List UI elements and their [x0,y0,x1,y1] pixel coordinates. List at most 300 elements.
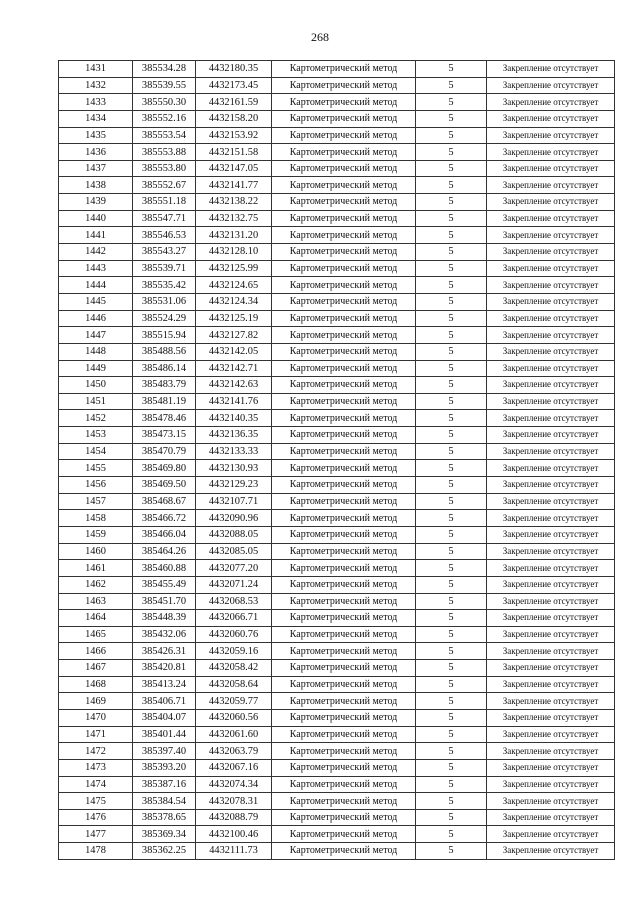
x-coordinate-cell: 385451.70 [133,593,196,610]
method-cell: Картометрический метод [272,393,416,410]
x-coordinate-cell: 385384.54 [133,793,196,810]
accuracy-cell: 5 [416,144,487,161]
method-cell: Картометрический метод [272,77,416,94]
fixation-cell: Закрепление отсутствует [487,576,615,593]
table-row [59,676,615,693]
method-cell: Картометрический метод [272,543,416,560]
fixation-cell: Закрепление отсутствует [487,94,615,111]
table-row [59,460,615,477]
x-coordinate-cell: 385483.79 [133,377,196,394]
accuracy-cell: 5 [416,826,487,843]
accuracy-cell: 5 [416,427,487,444]
accuracy-cell: 5 [416,726,487,743]
table-row [59,144,615,161]
table-row [59,576,615,593]
method-cell: Картометрический метод [272,809,416,826]
table-row [59,210,615,227]
fixation-cell: Закрепление отсутствует [487,743,615,760]
point-number-cell: 1446 [59,310,133,327]
x-coordinate-cell: 385378.65 [133,809,196,826]
method-cell: Картометрический метод [272,210,416,227]
fixation-cell: Закрепление отсутствует [487,110,615,127]
y-coordinate-cell: 4432158.20 [196,110,272,127]
accuracy-cell: 5 [416,709,487,726]
point-number-cell: 1439 [59,194,133,211]
table-row [59,360,615,377]
point-number-cell: 1464 [59,610,133,627]
point-number-cell: 1431 [59,61,133,78]
point-number-cell: 1463 [59,593,133,610]
point-number-cell: 1443 [59,260,133,277]
x-coordinate-cell: 385539.55 [133,77,196,94]
fixation-cell: Закрепление отсутствует [487,310,615,327]
table-row [59,693,615,710]
y-coordinate-cell: 4432067.16 [196,759,272,776]
x-coordinate-cell: 385486.14 [133,360,196,377]
fixation-cell: Закрепление отсутствует [487,726,615,743]
y-coordinate-cell: 4432124.34 [196,293,272,310]
fixation-cell: Закрепление отсутствует [487,510,615,527]
method-cell: Картометрический метод [272,443,416,460]
fixation-cell: Закрепление отсутствует [487,327,615,344]
fixation-cell: Закрепление отсутствует [487,676,615,693]
method-cell: Картометрический метод [272,410,416,427]
y-coordinate-cell: 4432142.05 [196,343,272,360]
x-coordinate-cell: 385362.25 [133,843,196,860]
x-coordinate-cell: 385553.80 [133,160,196,177]
table-row [59,510,615,527]
fixation-cell: Закрепление отсутствует [487,427,615,444]
accuracy-cell: 5 [416,343,487,360]
x-coordinate-cell: 385466.04 [133,526,196,543]
method-cell: Картометрический метод [272,743,416,760]
fixation-cell: Закрепление отсутствует [487,410,615,427]
x-coordinate-cell: 385469.80 [133,460,196,477]
method-cell: Картометрический метод [272,610,416,627]
fixation-cell: Закрепление отсутствует [487,127,615,144]
point-number-cell: 1436 [59,144,133,161]
table-row [59,277,615,294]
y-coordinate-cell: 4432151.58 [196,144,272,161]
method-cell: Картометрический метод [272,510,416,527]
fixation-cell: Закрепление отсутствует [487,560,615,577]
x-coordinate-cell: 385553.88 [133,144,196,161]
accuracy-cell: 5 [416,543,487,560]
fixation-cell: Закрепление отсутствует [487,144,615,161]
point-number-cell: 1475 [59,793,133,810]
fixation-cell: Закрепление отсутствует [487,377,615,394]
table-row [59,643,615,660]
fixation-cell: Закрепление отсутствует [487,244,615,261]
point-number-cell: 1450 [59,377,133,394]
accuracy-cell: 5 [416,526,487,543]
y-coordinate-cell: 4432141.77 [196,177,272,194]
x-coordinate-cell: 385543.27 [133,244,196,261]
y-coordinate-cell: 4432085.05 [196,543,272,560]
accuracy-cell: 5 [416,676,487,693]
point-number-cell: 1478 [59,843,133,860]
point-number-cell: 1461 [59,560,133,577]
y-coordinate-cell: 4432128.10 [196,244,272,261]
accuracy-cell: 5 [416,160,487,177]
y-coordinate-cell: 4432147.05 [196,160,272,177]
table-row [59,94,615,111]
point-number-cell: 1434 [59,110,133,127]
method-cell: Картометрический метод [272,144,416,161]
method-cell: Картометрический метод [272,759,416,776]
accuracy-cell: 5 [416,194,487,211]
point-number-cell: 1470 [59,709,133,726]
x-coordinate-cell: 385553.54 [133,127,196,144]
method-cell: Картометрический метод [272,127,416,144]
accuracy-cell: 5 [416,244,487,261]
method-cell: Картометрический метод [272,110,416,127]
method-cell: Картометрический метод [272,61,416,78]
y-coordinate-cell: 4432142.71 [196,360,272,377]
x-coordinate-cell: 385397.40 [133,743,196,760]
y-coordinate-cell: 4432173.45 [196,77,272,94]
table-row [59,826,615,843]
x-coordinate-cell: 385470.79 [133,443,196,460]
y-coordinate-cell: 4432125.99 [196,260,272,277]
fixation-cell: Закрепление отсутствует [487,776,615,793]
y-coordinate-cell: 4432141.76 [196,393,272,410]
accuracy-cell: 5 [416,177,487,194]
table-row [59,327,615,344]
method-cell: Картометрический метод [272,576,416,593]
point-number-cell: 1472 [59,743,133,760]
y-coordinate-cell: 4432058.42 [196,660,272,677]
fixation-cell: Закрепление отсутствует [487,227,615,244]
point-number-cell: 1460 [59,543,133,560]
x-coordinate-cell: 385552.67 [133,177,196,194]
table-row [59,427,615,444]
fixation-cell: Закрепление отсутствует [487,277,615,294]
fixation-cell: Закрепление отсутствует [487,443,615,460]
accuracy-cell: 5 [416,61,487,78]
accuracy-cell: 5 [416,443,487,460]
point-number-cell: 1451 [59,393,133,410]
table-row [59,127,615,144]
point-number-cell: 1448 [59,343,133,360]
accuracy-cell: 5 [416,643,487,660]
table-row [59,293,615,310]
fixation-cell: Закрепление отсутствует [487,194,615,211]
page-number: 268 [311,30,329,44]
y-coordinate-cell: 4432088.79 [196,809,272,826]
x-coordinate-cell: 385432.06 [133,626,196,643]
point-number-cell: 1462 [59,576,133,593]
table-row [59,343,615,360]
fixation-cell: Закрепление отсутствует [487,61,615,78]
method-cell: Картометрический метод [272,776,416,793]
accuracy-cell: 5 [416,94,487,111]
accuracy-cell: 5 [416,377,487,394]
accuracy-cell: 5 [416,393,487,410]
accuracy-cell: 5 [416,360,487,377]
method-cell: Картометрический метод [272,227,416,244]
table-row [59,660,615,677]
method-cell: Картометрический метод [272,477,416,494]
x-coordinate-cell: 385547.71 [133,210,196,227]
y-coordinate-cell: 4432142.63 [196,377,272,394]
x-coordinate-cell: 385406.71 [133,693,196,710]
point-number-cell: 1473 [59,759,133,776]
x-coordinate-cell: 385426.31 [133,643,196,660]
accuracy-cell: 5 [416,510,487,527]
method-cell: Картометрический метод [272,793,416,810]
method-cell: Картометрический метод [272,493,416,510]
accuracy-cell: 5 [416,693,487,710]
table-row [59,560,615,577]
accuracy-cell: 5 [416,759,487,776]
y-coordinate-cell: 4432071.24 [196,576,272,593]
y-coordinate-cell: 4432138.22 [196,194,272,211]
y-coordinate-cell: 4432107.71 [196,493,272,510]
y-coordinate-cell: 4432130.93 [196,460,272,477]
fixation-cell: Закрепление отсутствует [487,526,615,543]
table-row [59,543,615,560]
point-number-cell: 1466 [59,643,133,660]
y-coordinate-cell: 4432090.96 [196,510,272,527]
accuracy-cell: 5 [416,560,487,577]
method-cell: Картометрический метод [272,843,416,860]
y-coordinate-cell: 4432127.82 [196,327,272,344]
point-number-cell: 1467 [59,660,133,677]
accuracy-cell: 5 [416,477,487,494]
fixation-cell: Закрепление отсутствует [487,593,615,610]
y-coordinate-cell: 4432161.59 [196,94,272,111]
y-coordinate-cell: 4432060.56 [196,709,272,726]
point-number-cell: 1455 [59,460,133,477]
x-coordinate-cell: 385473.15 [133,427,196,444]
x-coordinate-cell: 385404.07 [133,709,196,726]
table-row [59,443,615,460]
table-row [59,377,615,394]
x-coordinate-cell: 385550.30 [133,94,196,111]
point-number-cell: 1437 [59,160,133,177]
fixation-cell: Закрепление отсутствует [487,393,615,410]
x-coordinate-cell: 385478.46 [133,410,196,427]
y-coordinate-cell: 4432078.31 [196,793,272,810]
method-cell: Картометрический метод [272,526,416,543]
table-row [59,526,615,543]
method-cell: Картометрический метод [272,327,416,344]
coordinates-table [58,60,615,860]
fixation-cell: Закрепление отсутствует [487,343,615,360]
y-coordinate-cell: 4432066.71 [196,610,272,627]
accuracy-cell: 5 [416,493,487,510]
table-row [59,477,615,494]
x-coordinate-cell: 385534.28 [133,61,196,78]
y-coordinate-cell: 4432061.60 [196,726,272,743]
accuracy-cell: 5 [416,793,487,810]
y-coordinate-cell: 4432129.23 [196,477,272,494]
table-row [59,61,615,78]
y-coordinate-cell: 4432077.20 [196,560,272,577]
y-coordinate-cell: 4432180.35 [196,61,272,78]
y-coordinate-cell: 4432124.65 [196,277,272,294]
point-number-cell: 1459 [59,526,133,543]
y-coordinate-cell: 4432100.46 [196,826,272,843]
table-row [59,610,615,627]
point-number-cell: 1476 [59,809,133,826]
accuracy-cell: 5 [416,110,487,127]
fixation-cell: Закрепление отсутствует [487,809,615,826]
table-row [59,493,615,510]
accuracy-cell: 5 [416,127,487,144]
table-row [59,709,615,726]
fixation-cell: Закрепление отсутствует [487,610,615,627]
point-number-cell: 1474 [59,776,133,793]
table-row [59,626,615,643]
fixation-cell: Закрепление отсутствует [487,543,615,560]
table-row [59,310,615,327]
accuracy-cell: 5 [416,809,487,826]
fixation-cell: Закрепление отсутствует [487,477,615,494]
fixation-cell: Закрепление отсутствует [487,626,615,643]
accuracy-cell: 5 [416,743,487,760]
y-coordinate-cell: 4432111.73 [196,843,272,860]
point-number-cell: 1477 [59,826,133,843]
fixation-cell: Закрепление отсутствует [487,177,615,194]
x-coordinate-cell: 385552.16 [133,110,196,127]
method-cell: Картометрический метод [272,460,416,477]
table-row [59,759,615,776]
accuracy-cell: 5 [416,610,487,627]
fixation-cell: Закрепление отсутствует [487,709,615,726]
x-coordinate-cell: 385551.18 [133,194,196,211]
y-coordinate-cell: 4432131.20 [196,227,272,244]
accuracy-cell: 5 [416,776,487,793]
point-number-cell: 1438 [59,177,133,194]
method-cell: Картометрический метод [272,260,416,277]
method-cell: Картометрический метод [272,94,416,111]
method-cell: Картометрический метод [272,693,416,710]
accuracy-cell: 5 [416,327,487,344]
x-coordinate-cell: 385387.16 [133,776,196,793]
point-number-cell: 1452 [59,410,133,427]
table-row [59,776,615,793]
y-coordinate-cell: 4432063.79 [196,743,272,760]
method-cell: Картометрический метод [272,277,416,294]
fixation-cell: Закрепление отсутствует [487,360,615,377]
y-coordinate-cell: 4432059.16 [196,643,272,660]
method-cell: Картометрический метод [272,560,416,577]
method-cell: Картометрический метод [272,660,416,677]
point-number-cell: 1449 [59,360,133,377]
accuracy-cell: 5 [416,626,487,643]
x-coordinate-cell: 385393.20 [133,759,196,776]
y-coordinate-cell: 4432153.92 [196,127,272,144]
point-number-cell: 1433 [59,94,133,111]
point-number-cell: 1441 [59,227,133,244]
x-coordinate-cell: 385468.67 [133,493,196,510]
accuracy-cell: 5 [416,227,487,244]
method-cell: Картометрический метод [272,160,416,177]
table-row [59,244,615,261]
fixation-cell: Закрепление отсутствует [487,160,615,177]
x-coordinate-cell: 385481.19 [133,393,196,410]
fixation-cell: Закрепление отсутствует [487,643,615,660]
table-row [59,410,615,427]
fixation-cell: Закрепление отсутствует [487,793,615,810]
fixation-cell: Закрепление отсутствует [487,843,615,860]
method-cell: Картометрический метод [272,593,416,610]
point-number-cell: 1445 [59,293,133,310]
fixation-cell: Закрепление отсутствует [487,260,615,277]
y-coordinate-cell: 4432132.75 [196,210,272,227]
method-cell: Картометрический метод [272,676,416,693]
point-number-cell: 1456 [59,477,133,494]
x-coordinate-cell: 385448.39 [133,610,196,627]
table-row [59,160,615,177]
point-number-cell: 1468 [59,676,133,693]
y-coordinate-cell: 4432058.64 [196,676,272,693]
coordinates-table-body [59,61,615,860]
y-coordinate-cell: 4432074.34 [196,776,272,793]
point-number-cell: 1457 [59,493,133,510]
method-cell: Картометрический метод [272,360,416,377]
accuracy-cell: 5 [416,410,487,427]
point-number-cell: 1465 [59,626,133,643]
point-number-cell: 1453 [59,427,133,444]
accuracy-cell: 5 [416,460,487,477]
y-coordinate-cell: 4432060.76 [196,626,272,643]
method-cell: Картометрический метод [272,643,416,660]
point-number-cell: 1444 [59,277,133,294]
x-coordinate-cell: 385488.56 [133,343,196,360]
table-row [59,194,615,211]
x-coordinate-cell: 385460.88 [133,560,196,577]
accuracy-cell: 5 [416,260,487,277]
y-coordinate-cell: 4432068.53 [196,593,272,610]
table-row [59,260,615,277]
x-coordinate-cell: 385455.49 [133,576,196,593]
accuracy-cell: 5 [416,293,487,310]
fixation-cell: Закрепление отсутствует [487,660,615,677]
point-number-cell: 1471 [59,726,133,743]
point-number-cell: 1442 [59,244,133,261]
x-coordinate-cell: 385535.42 [133,277,196,294]
method-cell: Картометрический метод [272,177,416,194]
point-number-cell: 1432 [59,77,133,94]
accuracy-cell: 5 [416,310,487,327]
accuracy-cell: 5 [416,576,487,593]
x-coordinate-cell: 385531.06 [133,293,196,310]
accuracy-cell: 5 [416,77,487,94]
method-cell: Картометрический метод [272,427,416,444]
point-number-cell: 1454 [59,443,133,460]
fixation-cell: Закрепление отсутствует [487,759,615,776]
fixation-cell: Закрепление отсутствует [487,293,615,310]
x-coordinate-cell: 385524.29 [133,310,196,327]
method-cell: Картометрический метод [272,343,416,360]
table-row [59,110,615,127]
x-coordinate-cell: 385413.24 [133,676,196,693]
x-coordinate-cell: 385469.50 [133,477,196,494]
y-coordinate-cell: 4432059.77 [196,693,272,710]
point-number-cell: 1447 [59,327,133,344]
method-cell: Картометрический метод [272,310,416,327]
fixation-cell: Закрепление отсутствует [487,210,615,227]
method-cell: Картометрический метод [272,709,416,726]
method-cell: Картометрический метод [272,194,416,211]
table-row [59,77,615,94]
x-coordinate-cell: 385420.81 [133,660,196,677]
table-row [59,843,615,860]
table-row [59,809,615,826]
